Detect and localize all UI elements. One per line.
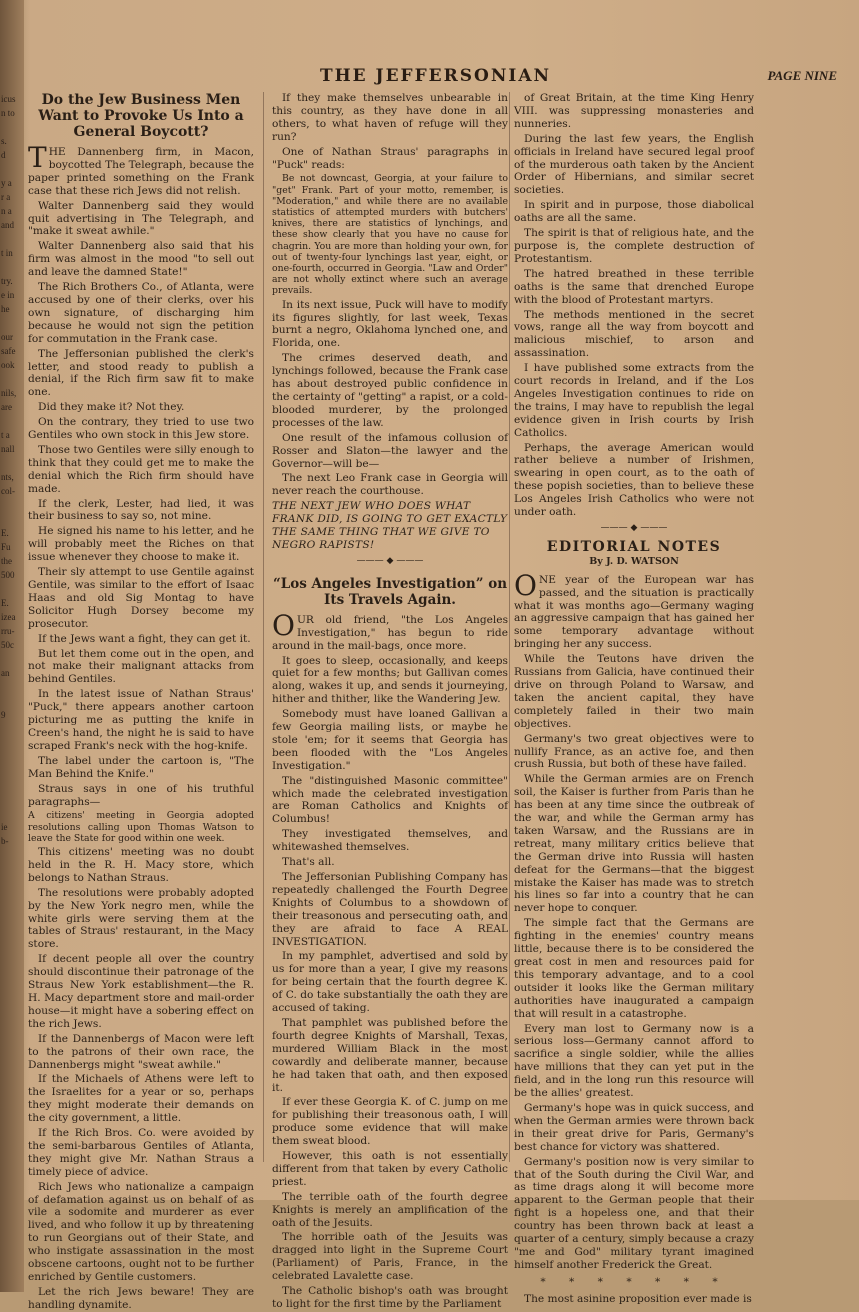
gutter-fragment <box>0 120 24 134</box>
gutter-fragment <box>0 764 24 778</box>
gutter-fragment <box>0 232 24 246</box>
paragraph: Their sly attempt to use Gentile against Gentile, was similar to the effort of Isaac Haas and old Sig Montag to have Solicitor Hugh Dorsey become my prosecutor. <box>28 566 254 630</box>
paragraph: The resolutions were probably adopted by the New York negro men, while the white girls were serving them at the tables of Straus' restaurant, in the Macy store. <box>28 886 254 951</box>
gutter-fragment: nts, <box>1 472 14 482</box>
paragraph: Germany's two great objectives were to nullify France, as an active foe, and then crush Russia, but both of these have failed. <box>514 732 754 771</box>
divider: ——— ◆ ——— <box>356 555 424 566</box>
headline-boycott: Do the Jew Business Men Want to Provoke Us Into a General Boycott? <box>38 92 244 140</box>
paragraph: Germany's hope was in quick success, and when the German armies were thrown back in their great drive for Paris, Germany's best chance for victory was shattered. <box>514 1101 754 1153</box>
column-2 <box>272 92 508 1311</box>
paragraph: If the Jews want a fight, they can get it. <box>38 632 251 645</box>
divider: ——— ◆ ——— <box>600 523 668 533</box>
column-1-body-2 <box>28 846 254 1312</box>
paragraph: If the Rich Bros. Co. were avoided by the semi-barbarous Gentiles of Atlanta, they might give Mr. Nathan Straus a timely piece of advice. <box>28 1127 254 1178</box>
paragraph: Those two Gentiles were silly enough to think that they could get me to make the denial which the Rich firm should have made. <box>28 443 254 495</box>
paragraph: Perhaps, the average American would rather believe a number of Irishmen, swearing in open court, as to the oath of these popish societies, than to believe these Los Angeles Irish Catholics who were not under oath. <box>514 441 754 519</box>
column-2-body <box>272 92 508 171</box>
paragraph: One result of the infamous collusion of Rosser and Slaton—the lawyer and the Governor—will be— <box>272 431 508 470</box>
paragraph: During the last few years, the English officials in Ireland have secured legal proof of the murderous oath taken by the Ancient Order of Hibernians, and similar secret societies. <box>514 132 754 197</box>
paragraph: The methods mentioned in the secret vows, range all the way from boycott and malicious mischief, to arson and assassination. <box>514 308 754 360</box>
paragraph: This citizens' meeting was no doubt held in the R. H. Macy store, which belongs to Nathan Straus. <box>28 846 254 884</box>
paragraph: The Jeffersonian published the clerk's letter, and stood ready to publish a denial, if the Rich firm saw fit to make one. <box>28 347 254 399</box>
paragraph: It goes to sleep, occasionally, and keeps quiet for a few months; but Gallivan comes along, wakes it up, and sends it journeying, hither and thither, like the Wandering Jew. <box>272 654 508 706</box>
paragraph: If the Dannenbergs of Macon were left to the patrons of their own race, the Dannenbergs might "sweat awhile." <box>28 1032 254 1071</box>
last-line: The most asinine proposition ever made is <box>524 1292 752 1305</box>
gutter-fragment: are <box>1 402 12 412</box>
paragraph: Walter Dannenberg said they would quit advertising in The Telegraph, and "make it sweat awhile." <box>28 199 254 238</box>
paragraph: I have published some extracts from the court records in Ireland, and if the Los Angeles Investigation continues to ride on the trains, I may have to republish the legal evidence given in Irish courts by Irish Catholics. <box>514 362 754 439</box>
gutter-fragment <box>0 316 24 330</box>
gutter-fragment <box>0 694 24 708</box>
column-rule <box>263 92 264 1162</box>
page-header <box>30 66 841 88</box>
gutter-fragment: t in <box>1 248 13 258</box>
gutter-fragment: 9 <box>1 710 6 720</box>
paragraph: That's all. <box>282 856 335 869</box>
gutter-fragment: icus <box>1 94 16 104</box>
paragraph: THE Dannenberg firm, in Macon, boycotted The Telegraph, because the paper printed something on the Frank case that these rich Jews did not relish. <box>28 141 254 197</box>
caps-statement: THE NEXT JEW WHO DOES WHAT FRANK DID, IS GOING TO GET EXACTLY THE SAME THING THAT WE GIVE TO NEGRO RAPISTS! <box>272 500 508 551</box>
paragraph: But let them come out in the open, and not make their malignant attacks from behind Gentiles. <box>28 647 254 686</box>
paragraph: Let the rich Jews beware! They are handling dynamite. <box>28 1285 254 1311</box>
paragraph: The hatred breathed in these terrible oaths is the same that drenched Europe with the blood of Protestant martyrs. <box>514 267 754 306</box>
paragraph: The label under the cartoon is, "The Man Behind the Knife." <box>28 754 254 780</box>
gutter-fragment: 50c <box>1 640 14 650</box>
left-gutter-fragments <box>0 0 24 1292</box>
gutter-fragment: b- <box>1 836 9 846</box>
paragraph: If they make themselves unbearable in this country, as they have done in all others, to what haven of refuge will they run? <box>272 92 508 143</box>
gutter-fragment: n to <box>1 108 15 118</box>
gutter-fragment: he <box>1 304 10 314</box>
paragraph: While the Teutons have driven the Russians from Galicia, have continued their drive on through Poland to Warsaw, and taken the ancient capital, they have completely failed in their two main objectives. <box>514 653 754 730</box>
column-2-body-3 <box>272 608 508 1311</box>
gutter-fragment <box>0 792 24 806</box>
paragraph: The crimes deserved death, and lynchings followed, because the Frank case has about destroyed public confidence in the certainty of "getting" a rapist, or a cold-blooded murderer, by the prolonged processes of the law. <box>272 352 508 429</box>
paragraph: The Jeffersonian Publishing Company has repeatedly challenged the Fourth Degree Knights of Columbus to a showdown of their treasonous and persecuting oath, and they are afraid to face A REAL INVESTIGATION. <box>272 871 508 948</box>
gutter-fragment: d <box>1 150 6 160</box>
paragraph: Straus says in one of his truthful paragraphs— <box>28 782 254 808</box>
gutter-fragment: the <box>1 556 12 566</box>
gutter-fragment: rru- <box>1 626 15 636</box>
gutter-fragment: s. <box>1 136 7 146</box>
gutter-fragment <box>0 876 24 890</box>
paragraph: If the Michaels of Athens were left to the Israelites for a year or so, perhaps they might moderate their demands on the city government, a little. <box>28 1073 254 1125</box>
column-2-body-2 <box>272 299 508 499</box>
gutter-fragment <box>0 162 24 176</box>
notice-citizens-meeting: A citizens' meeting in Georgia adopted resolutions calling upon Thomas Watson to leave the State for good within one week. <box>28 810 254 844</box>
column-3-body <box>514 92 754 519</box>
gutter-fragment <box>0 890 24 904</box>
gutter-fragment: t a <box>1 430 10 440</box>
paragraph: On the contrary, they tried to use two Gentiles who own stock in this Jew store. <box>28 416 254 442</box>
paragraph: ONE year of the European war has passed, and the situation is practically what it was months ago—Germany waging an aggressive campaign that has gained her some temporary advantage without bringing her any success. <box>514 568 754 651</box>
gutter-fragment <box>0 806 24 820</box>
column-1 <box>28 92 254 1311</box>
paragraph: That pamphlet was published before the fourth degree Knights of Marshall, Texas, murdered William Black in the most cowardly and deliberate manner, because he had taken that oath, and then exposed it. <box>272 1016 508 1094</box>
gutter-fragment: nils, <box>1 388 17 398</box>
paragraph: Somebody must have loaned Gallivan a few Georgia mailing lists, or maybe he stole 'em; for it seems that Georgia has been flooded with the "Los Angeles Investigation." <box>272 708 508 772</box>
gutter-fragment: nall <box>1 444 15 454</box>
gutter-fragment <box>0 680 24 694</box>
gutter-fragment: Fu <box>1 542 11 552</box>
gutter-fragment: ook <box>1 360 15 370</box>
gutter-fragment <box>0 652 24 666</box>
paragraph: Germany's position now is very similar to that of the South during the Civil War, and as time drags along it will become more apparent to the German people that their fight is a hopeless one, and that their country has been thrown back at least a quarter of a century, simply because a crazy "me and God" military tyrant imagined himself another Frederick the Great. <box>514 1155 754 1271</box>
gutter-fragment: ie <box>1 822 8 832</box>
gutter-fragment: col- <box>1 486 15 496</box>
section-title-editorial-notes: EDITORIAL NOTES <box>546 538 722 555</box>
gutter-fragment: y a <box>1 178 12 188</box>
paragraph: The Rich Brothers Co., of Atlanta, were accused by one of their clerks, over his own signature, of discharging him because he would not sign the petition for commutation in the Frank case. <box>28 281 254 345</box>
gutter-fragment: our <box>1 332 13 342</box>
column-3 <box>514 92 754 1305</box>
gutter-fragment <box>0 498 24 512</box>
gutter-fragment <box>0 862 24 876</box>
paragraph: OUR old friend, "the Los Angeles Investigation," has begun to ride around in the mail-bags, once more. <box>272 608 508 652</box>
gutter-fragment <box>0 260 24 274</box>
paragraph: The Catholic bishop's oath was brought to light for the first time by the Parliament <box>272 1285 508 1311</box>
gutter-fragment: r a <box>1 192 11 202</box>
gutter-fragment: n a <box>1 206 12 216</box>
paragraph: The simple fact that the Germans are fighting in the enemies' country means little, because there is to be considered the great cost in men and resources paid for this temporary advantage, and to a cool outsider it looks like the German military authorities have inaugurated a campaign that will result in a catastrophe. <box>514 917 754 1020</box>
paragraph: Walter Dannenberg also said that his firm was almost in the mood "to sell out and leave the damned State!" <box>28 240 254 279</box>
gutter-fragment <box>0 582 24 596</box>
paragraph: Every man lost to Germany now is a serious loss—Germany cannot afford to sacrifice a single soldier, while the allies have millions that they can yet put in the field, and in the long run this resource will be the allies' greatest. <box>514 1022 754 1100</box>
headline-los-angeles: “Los Angeles Investigation” on Its Travels Again. <box>272 575 508 608</box>
paragraph: Did they make it? Not they. <box>38 401 185 414</box>
gutter-fragment <box>0 750 24 764</box>
paragraph: They investigated themselves, and whitewashed themselves. <box>272 828 508 854</box>
paragraph: The next Leo Frank case in Georgia will never reach the courthouse. <box>272 472 508 498</box>
paragraph: The horrible oath of the Jesuits was dragged into light in the Supreme Court (Parliament) of Paris, France, in the celebrated Lavalette case. <box>272 1231 508 1283</box>
gutter-fragment: E. <box>1 528 9 538</box>
paragraph: The spirit is that of religious hate, and the purpose is, the complete destruction of Protestantism. <box>514 227 754 265</box>
gutter-fragment <box>0 918 24 932</box>
gutter-fragment: try. <box>1 276 13 286</box>
puck-quote: Be not downcast, Georgia, at your failure to "get" Frank. Part of your motto, remember, is "Moderation," and while there are no available statistics of attempted murders with butchers' knives, there are statistics of lynchings, and these show clearly that you have no cause for chagrin. You are more than holding your own, for out of twenty-four lynchings last year, eight, or one-fourth, occurred in Georgia. "Law and Order" are not wholly extinct where such an average prevails. <box>272 173 508 297</box>
gutter-fragment <box>0 456 24 470</box>
paragraph: In the latest issue of Nathan Straus' "Puck," there appears another cartoon picturing me as putting the knife in Creen's hand, the night he is said to have scraped Frank's neck with the hog-knife. <box>28 688 254 752</box>
column-1-body <box>28 141 254 808</box>
paragraph: If ever these Georgia K. of C. jump on me for publishing their treasonous oath, I will produce some evidence that will make them sweat blood. <box>272 1096 508 1148</box>
gutter-fragment <box>0 736 24 750</box>
paragraph: In my pamphlet, advertised and sold by us for more than a year, I give my reasons for being certain that the fourth degree K. of C. do take substantially the oath they are accused of taking. <box>272 950 508 1015</box>
paragraph: The terrible oath of the fourth degree Knights is merely an amplification of the oath of the Jesuits. <box>272 1190 508 1229</box>
paragraph: If the clerk, Lester, had lied, it was their business to say so, not mine. <box>28 497 254 523</box>
gutter-fragment: 500 <box>1 570 15 580</box>
gutter-fragment <box>0 848 24 862</box>
masthead: THE JEFFERSONIAN <box>319 66 552 86</box>
gutter-fragment: E. <box>1 598 9 608</box>
gutter-fragment: e in <box>1 290 15 300</box>
paragraph: of Great Britain, at the time King Henry VIII. was suppressing monasteries and nunneries. <box>514 92 754 130</box>
gutter-fragment: an <box>1 668 10 678</box>
column-rule <box>509 92 510 1162</box>
gutter-fragment <box>0 778 24 792</box>
paragraph: He signed his name to his letter, and he will probably meet the Riches on that issue whenever they choose to make it. <box>28 525 254 564</box>
paragraph: While the German armies are on French soil, the Kaiser is further from Paris than he has been at any time since the outbreak of the war, and while the German army has taken Warsaw, and the Russians are in retreat, many military critics believe that the German drive into Russia will hasten defeat for the Germans—that the biggest mistake the Kaiser has made was to stretch his lines so far into a country that he can never hope to conquer. <box>514 773 754 915</box>
paragraph: However, this oath is not essentially different from that taken by every Catholic priest. <box>272 1150 508 1188</box>
gutter-fragment <box>0 722 24 736</box>
gutter-fragment <box>0 904 24 918</box>
gutter-fragment: safe <box>1 346 16 356</box>
stars-divider: * * * * * * * <box>540 1275 728 1288</box>
column-3-body-2 <box>514 568 754 1272</box>
gutter-fragment <box>0 512 24 526</box>
byline: By J. D. WATSON <box>589 555 679 567</box>
paragraph: In spirit and in purpose, those diabolical oaths are all the same. <box>514 199 754 225</box>
gutter-fragment: and <box>1 220 14 230</box>
paragraph: If decent people all over the country should discontinue their patronage of the Straus New York establishment—the R. H. Macy department store and mail-order house—it might have a sobering effect on the rich Jews. <box>28 953 254 1030</box>
paragraph: One of Nathan Straus' paragraphs in "Puck" reads: <box>272 145 508 171</box>
gutter-fragment: izea <box>1 612 16 622</box>
paragraph: Rich Jews who nationalize a campaign of defamation against us on behalf of as vile a sodomite and murderer as ever lived, and who follow it up by threatening to run Georgians out of their State, and who instigate assassination in the most obscene cartoons, ought not to be further enriched by Gentile customers. <box>28 1180 254 1284</box>
paragraph: The "distinguished Masonic committee" which made the celebrated investigation are Roman Catholics and Knights of Columbus! <box>272 774 508 826</box>
gutter-fragment <box>0 372 24 386</box>
gutter-fragment <box>0 414 24 428</box>
page-number: PAGE NINE <box>767 68 837 83</box>
paragraph: In its next issue, Puck will have to modify its figures slightly, for last week, Texas burnt a negro, Oklahoma lynched one, and Florida, one. <box>272 298 508 350</box>
